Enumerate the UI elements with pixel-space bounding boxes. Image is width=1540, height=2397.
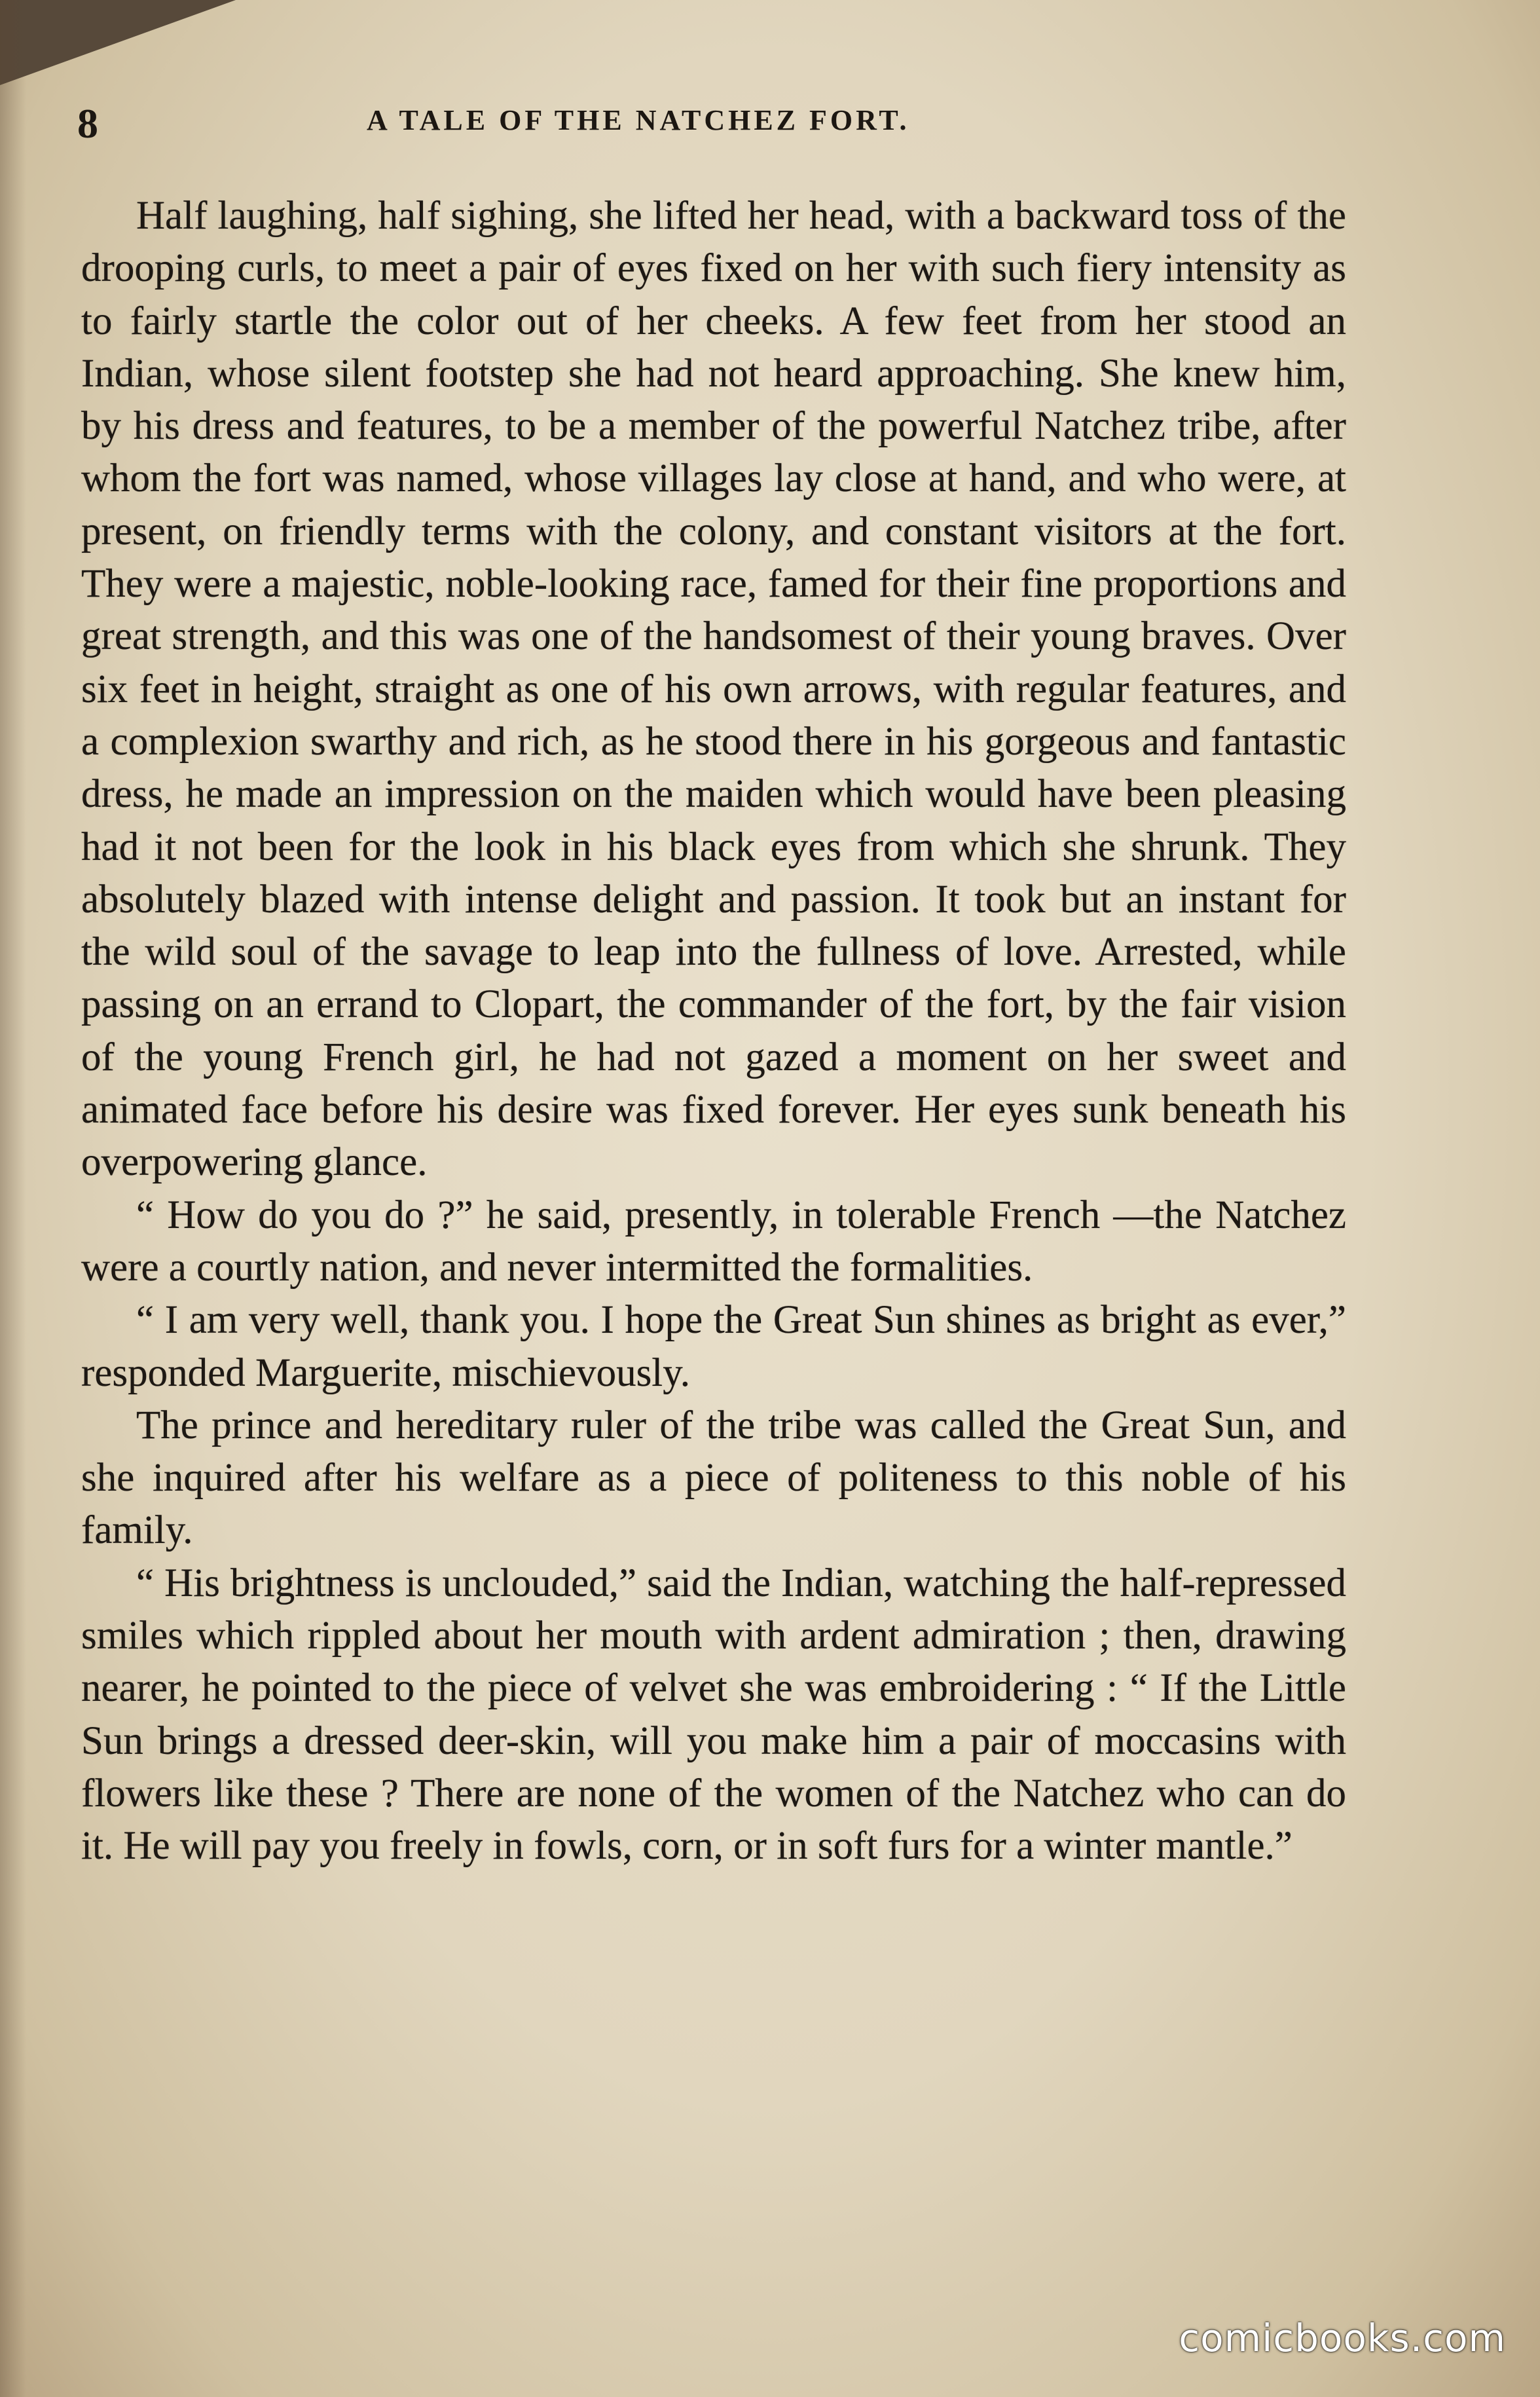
paragraph: “ His brightness is unclouded,” said the Indian, watching the half-repressed smiles which rippled about her mouth with ardent admiration ; then, drawing nearer, he pointed to the piece of velvet she was embroidering : “ If the Little Sun brings a dressed deer-skin, will you make him a pair of moccasins with flowers like these ? There are none of the women of the Natchez who can do it. He will pay you freely in fowls, corn, or in soft furs for a winter mantle.” [81,1561,1346,1868]
body-text [81,190,1346,1873]
paragraph: Half laughing, half sighing, she lifted her head, with a backward toss of the drooping curls, to meet a pair of eyes fixed on her with such fiery intensity as to fairly startle the color out of her cheeks. A few feet from her stood an Indian, whose silent footstep she had not heard approaching. She knew him, by his dress and features, to be a member of the powerful Natchez tribe, after whom the fort was named, whose villages lay close at hand, and who were, at present, on friendly terms with the colony, and constant visitors at the fort. They were a majestic, noble-looking race, famed for their fine proportions and great strength, and this was one of the handsomest of their young braves. Over six feet in height, straight as one of his own arrows, with regular features, and a complexion swarthy and rich, as he stood there in his gorgeous and fantastic dress, he made an impression on the maiden which would have been pleasing had it not been for the look in his black eyes from which she shrunk. They absolutely blazed with intense delight and passion. It took but an instant for the wild soul of the savage to leap into the fullness of love. Arrested, while passing on an errand to Clopart, the commander of the fort, by the fair vision of the young French girl, he had not gazed a moment on her sweet and animated face before his desire was fixed forever. Her eyes sunk beneath his overpowering glance. [81,194,1346,1185]
page-gutter-shadow [0,0,26,2397]
paragraph: “ How do you do ?” he said, presently, in tolerable French —the Natchez were a courtly nation, and never intermitted the formalities. [81,1193,1346,1290]
page-number: 8 [77,100,98,147]
torn-corner [0,0,236,85]
running-head: A TALE OF THE NATCHEZ FORT. [367,104,910,136]
paragraph: “ I am very well, thank you. I hope the Great Sun shines as bright as ever,” responded Marguerite, mischievously. [81,1298,1346,1395]
paragraph: The prince and hereditary ruler of the tribe was called the Great Sun, and she inquired after his welfare as a piece of politeness to this noble of his family. [81,1403,1346,1553]
watermark: comicbooks.com [1179,2316,1506,2360]
